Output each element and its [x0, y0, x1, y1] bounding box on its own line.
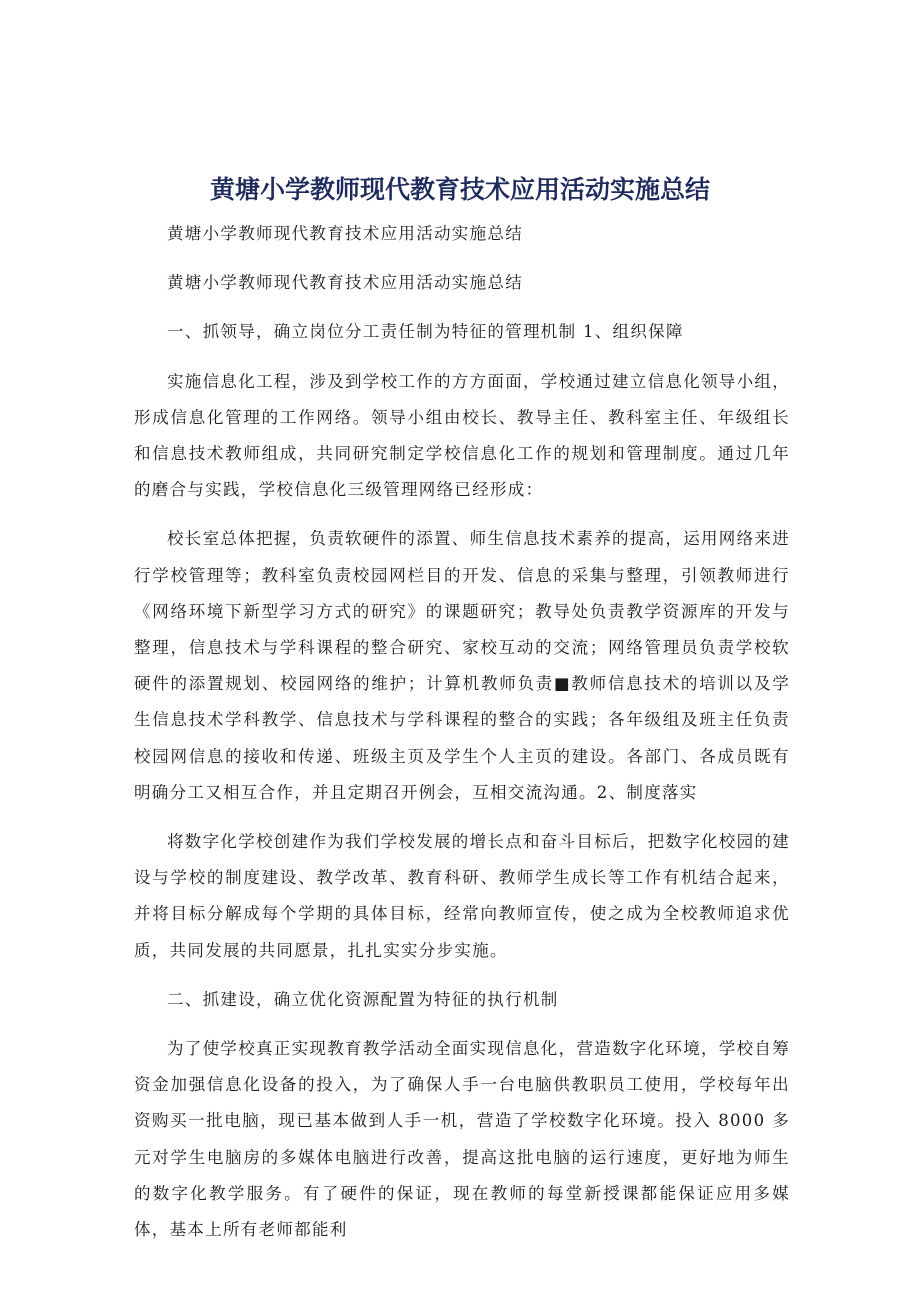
document-title: 黄塘小学教师现代教育技术应用活动实施总结: [209, 175, 710, 204]
paragraph: 校长室总体把握，负责软硬件的添置、师生信息技术素养的提高，运用网络来进行学校管理等；教科室负责校园网栏目的开发、信息的采集与整理，引领教师进行《网络环境下新型学习方式的研究》的课题研究；教导处负责教学资源库的开发与整理，信息技术与学科课程的整合研究、家校互动的交流；网络管理员负责学校软硬件的添置规划、校园网络的维护；计算机教师负责■教师信息技术的培训以及学生信息技术学科教学、信息技术与学科课程的整合的实践；各年级组及班主任负责校园网信息的接收和传递、班级主页及学生个人主页的建设。各部门、各成员既有明确分工又相互合作，并且定期召开例会，互相交流沟通。2、制度落实: [134, 529, 790, 802]
section-heading: 一、抓领导，确立岗位分工责任制为特征的管理机制 1、组织保障: [167, 322, 684, 342]
paragraph: 实施信息化工程，涉及到学校工作的方方面面，学校通过建立信息化领导小组，形成信息化管理的工作网络。领导小组由校长、教导主任、教科室主任、年级组长和信息技术教师组成，共同研究制定学校信息化工作的规划和管理制度。通过几年的磨合与实践，学校信息化三级管理网络已经形成：: [134, 371, 790, 500]
paragraph: 黄塘小学教师现代教育技术应用活动实施总结: [167, 224, 523, 243]
section-heading: 二、抓建设，确立优化资源配置为特征的执行机制: [167, 989, 559, 1009]
paragraph: 为了使学校真正实现教育教学活动全面实现信息化，营造数字化环境，学校自筹资金加强信息化设备的投入，为了确保人手一台电脑供教职员工使用，学校每年出资购买一批电脑，现已基本做到人手一机，营造了学校数字化环境。投入 8000 多元对学生电脑房的多媒体电脑进行改善，提高这批电脑的运行速度，更好地为师生的数字化教学服务。有了硬件的保证，现在教师的每堂新授课都能保证应用多媒体，基本上所有老师都能利: [134, 1039, 790, 1240]
document-body: [134, 216, 790, 1261]
paragraph: 将数字化学校创建作为我们学校发展的增长点和奋斗目标后，把数字化校园的建设与学校的制度建设、教学改革、教育科研、教师学生成长等工作有机结合起来，并将目标分解成每个学期的具体目标，经常向教师宣传，使之成为全校教师追求优质，共同发展的共同愿景，扎扎实实分步实施。: [134, 832, 790, 960]
paragraph: 黄塘小学教师现代教育技术应用活动实施总结: [167, 273, 523, 293]
